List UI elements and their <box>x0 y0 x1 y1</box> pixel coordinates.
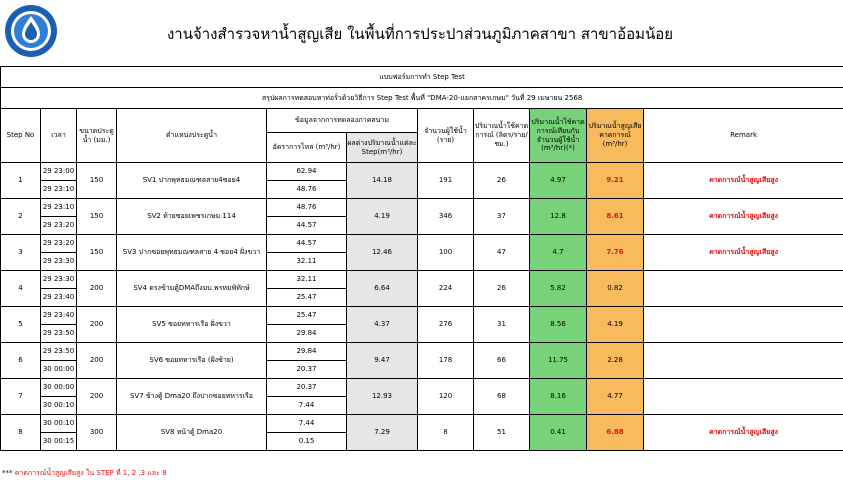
table-row <box>1 271 843 289</box>
flow-end-cell: 0.15 <box>267 433 347 451</box>
expected-users-cell: 4.7 <box>530 235 587 271</box>
valve-position-cell: SV7 ข้างตู้ Dma20 ถึงปากซอยทหารเรือ <box>117 379 267 415</box>
expected-loss-cell: 6.88 <box>587 415 644 451</box>
time-start-cell: 29 23:30 <box>41 271 77 289</box>
valve-position-cell: SV3 ปากซอยพุทธมณฑลสาย 4 ซอย4 ฝั่งขวา <box>117 235 267 271</box>
step-no-cell: 8 <box>1 415 41 451</box>
time-start-cell: 29 23:40 <box>41 307 77 325</box>
pwa-logo <box>4 4 58 58</box>
document-title: งานจ้างสำรวจหาน้ำสูญเสีย ในพื้นที่การประปาส่วนภูมิภาคสาขา สาขาอ้อมน้อย <box>166 25 674 43</box>
table-row <box>1 343 843 361</box>
expected-use-cell: 51 <box>474 415 530 451</box>
step-diff-cell: 9.47 <box>347 343 418 379</box>
step-diff-cell: 12.46 <box>347 235 418 271</box>
step-diff-cell: 14.18 <box>347 163 418 199</box>
summary-line: สรุปผลการทดสอบหาท่อรั่วด้วยวิธีการ Step Test พื้นที่ "DMA-20-แยกสาครเกษม" วันที่ 29 เมษายน 2568 <box>1 88 843 109</box>
time-end-cell: 29 23:30 <box>41 253 77 271</box>
time-end-cell: 29 23:50 <box>41 325 77 343</box>
expected-users-cell: 11.75 <box>530 343 587 379</box>
users-cell: 346 <box>418 199 474 235</box>
header-time: เวลา <box>41 109 77 163</box>
time-end-cell: 29 23:20 <box>41 217 77 235</box>
expected-loss-cell: 9.21 <box>587 163 644 199</box>
time-start-cell: 29 23:10 <box>41 199 77 217</box>
remark-cell: คาดการณ์น้ำสูญเสียสูง <box>644 163 843 199</box>
flow-end-cell: 7.44 <box>267 397 347 415</box>
step-no-cell: 4 <box>1 271 41 307</box>
remark-cell: คาดการณ์น้ำสูญเสียสูง <box>644 199 843 235</box>
flow-start-cell: 7.44 <box>267 415 347 433</box>
expected-use-cell: 26 <box>474 163 530 199</box>
expected-users-cell: 5.82 <box>530 271 587 307</box>
users-cell: 178 <box>418 343 474 379</box>
expected-use-cell: 68 <box>474 379 530 415</box>
step-test-table <box>0 66 843 451</box>
valve-size-cell: 200 <box>77 379 117 415</box>
valve-size-cell: 150 <box>77 235 117 271</box>
form-title: แบบฟอร์มการทำ Step Test <box>1 67 843 88</box>
expected-use-cell: 31 <box>474 307 530 343</box>
table-row <box>1 415 843 433</box>
flow-start-cell: 29.84 <box>267 343 347 361</box>
expected-users-cell: 12.8 <box>530 199 587 235</box>
flow-end-cell: 29.84 <box>267 325 347 343</box>
time-start-cell: 30 00:10 <box>41 415 77 433</box>
header-valve-position: ตำแหน่งประตูน้ำ <box>117 109 267 163</box>
header-field-data: ข้อมูลจากการทดลองภาคสนาม <box>267 109 418 133</box>
step-no-cell: 2 <box>1 199 41 235</box>
step-diff-cell: 12.93 <box>347 379 418 415</box>
expected-use-cell: 47 <box>474 235 530 271</box>
expected-use-cell: 37 <box>474 199 530 235</box>
flow-end-cell: 20.37 <box>267 361 347 379</box>
flow-start-cell: 20.37 <box>267 379 347 397</box>
expected-use-cell: 26 <box>474 271 530 307</box>
footnote <box>2 468 167 479</box>
footnote-text: คาดการณ์น้ำสูญเสียสูง ใน STEP ที่ 1, 2 ,3 และ 8 <box>14 469 167 477</box>
time-end-cell: 29 23:40 <box>41 289 77 307</box>
header-expected-use: ปริมาณน้ำใช้คาดการณ์ (ลิตร/ราย/ชม.) <box>474 109 530 163</box>
header-step-no: Step No <box>1 109 41 163</box>
header-valve-size: ขนาดประตูน้ำ (มม.) <box>77 109 117 163</box>
remark-cell <box>644 307 843 343</box>
valve-position-cell: SV8 หน้าตู้ Dma20 <box>117 415 267 451</box>
step-no-cell: 7 <box>1 379 41 415</box>
flow-start-cell: 44.57 <box>267 235 347 253</box>
table-row <box>1 379 843 397</box>
expected-users-cell: 4.97 <box>530 163 587 199</box>
expected-loss-cell: 4.77 <box>587 379 644 415</box>
time-start-cell: 29 23:50 <box>41 343 77 361</box>
valve-position-cell: SV1 ปากพุทธมณฑลสาย4ซอย4 <box>117 163 267 199</box>
users-cell: 8 <box>418 415 474 451</box>
flow-start-cell: 25.47 <box>267 307 347 325</box>
header-flow-rate: อัตราการไหล (m³/hr) <box>267 133 347 163</box>
valve-size-cell: 200 <box>77 343 117 379</box>
time-end-cell: 30 00:10 <box>41 397 77 415</box>
expected-use-cell: 66 <box>474 343 530 379</box>
remark-cell: คาดการณ์น้ำสูญเสียสูง <box>644 415 843 451</box>
table-row <box>1 163 843 181</box>
step-no-cell: 1 <box>1 163 41 199</box>
table-row <box>1 307 843 325</box>
header-users: จำนวนผู้ใช้น้ำ (ราย) <box>418 109 474 163</box>
table-row <box>1 199 843 217</box>
valve-position-cell: SV5 ซอยทหารเรือ ฝั่งขวา <box>117 307 267 343</box>
step-diff-cell: 7.29 <box>347 415 418 451</box>
flow-start-cell: 32.11 <box>267 271 347 289</box>
users-cell: 191 <box>418 163 474 199</box>
expected-loss-cell: 7.76 <box>587 235 644 271</box>
flow-start-cell: 62.94 <box>267 163 347 181</box>
remark-cell: คาดการณ์น้ำสูญเสียสูง <box>644 235 843 271</box>
remark-cell <box>644 271 843 307</box>
remark-cell <box>644 343 843 379</box>
step-diff-cell: 4.19 <box>347 199 418 235</box>
flow-end-cell: 48.76 <box>267 181 347 199</box>
valve-position-cell: SV2 ท้ายซอยเพชรเกษม 114 <box>117 199 267 235</box>
expected-loss-cell: 0.82 <box>587 271 644 307</box>
expected-users-cell: 8.56 <box>530 307 587 343</box>
header-remark: Remark <box>644 109 843 163</box>
valve-size-cell: 150 <box>77 199 117 235</box>
flow-start-cell: 48.76 <box>267 199 347 217</box>
remark-cell <box>644 379 843 415</box>
step-no-cell: 6 <box>1 343 41 379</box>
users-cell: 276 <box>418 307 474 343</box>
expected-users-cell: 0.41 <box>530 415 587 451</box>
expected-loss-cell: 8.61 <box>587 199 644 235</box>
flow-end-cell: 25.47 <box>267 289 347 307</box>
users-cell: 120 <box>418 379 474 415</box>
expected-loss-cell: 2.28 <box>587 343 644 379</box>
table-row <box>1 235 843 253</box>
step-no-cell: 5 <box>1 307 41 343</box>
valve-size-cell: 300 <box>77 415 117 451</box>
time-end-cell: 30 00:15 <box>41 433 77 451</box>
header-expected-loss: ปริมาณน้ำสูญเสียคาดการณ์ (m³/hr) <box>587 109 644 163</box>
valve-position-cell: SV4 ตรงข้ามตู้DMAถึงมบ.พรหมพิทักษ์ <box>117 271 267 307</box>
step-diff-cell: 6.64 <box>347 271 418 307</box>
flow-end-cell: 32.11 <box>267 253 347 271</box>
time-start-cell: 30 00:00 <box>41 379 77 397</box>
valve-size-cell: 200 <box>77 271 117 307</box>
valve-position-cell: SV6 ซอยทหารเรือ (ฝั่งซ้าย) <box>117 343 267 379</box>
users-cell: 224 <box>418 271 474 307</box>
users-cell: 100 <box>418 235 474 271</box>
expected-users-cell: 8.16 <box>530 379 587 415</box>
flow-end-cell: 44.57 <box>267 217 347 235</box>
valve-size-cell: 200 <box>77 307 117 343</box>
valve-size-cell: 150 <box>77 163 117 199</box>
time-start-cell: 29 23:20 <box>41 235 77 253</box>
time-end-cell: 30 00:00 <box>41 361 77 379</box>
step-diff-cell: 4.37 <box>347 307 418 343</box>
time-start-cell: 29 23:00 <box>41 163 77 181</box>
time-end-cell: 29 23:10 <box>41 181 77 199</box>
step-no-cell: 3 <box>1 235 41 271</box>
footnote-stars: *** <box>2 469 13 477</box>
expected-loss-cell: 4.19 <box>587 307 644 343</box>
header-step-diff: ผลต่างปริมาณน้ำแต่ละ Step(m³/hr) <box>347 133 418 163</box>
header-expected-users: ปริมาณน้ำใช้คาดการณ์เทียบกับจำนวนผู้ใช้น้ำ (m³/hr)(*) <box>530 109 587 163</box>
